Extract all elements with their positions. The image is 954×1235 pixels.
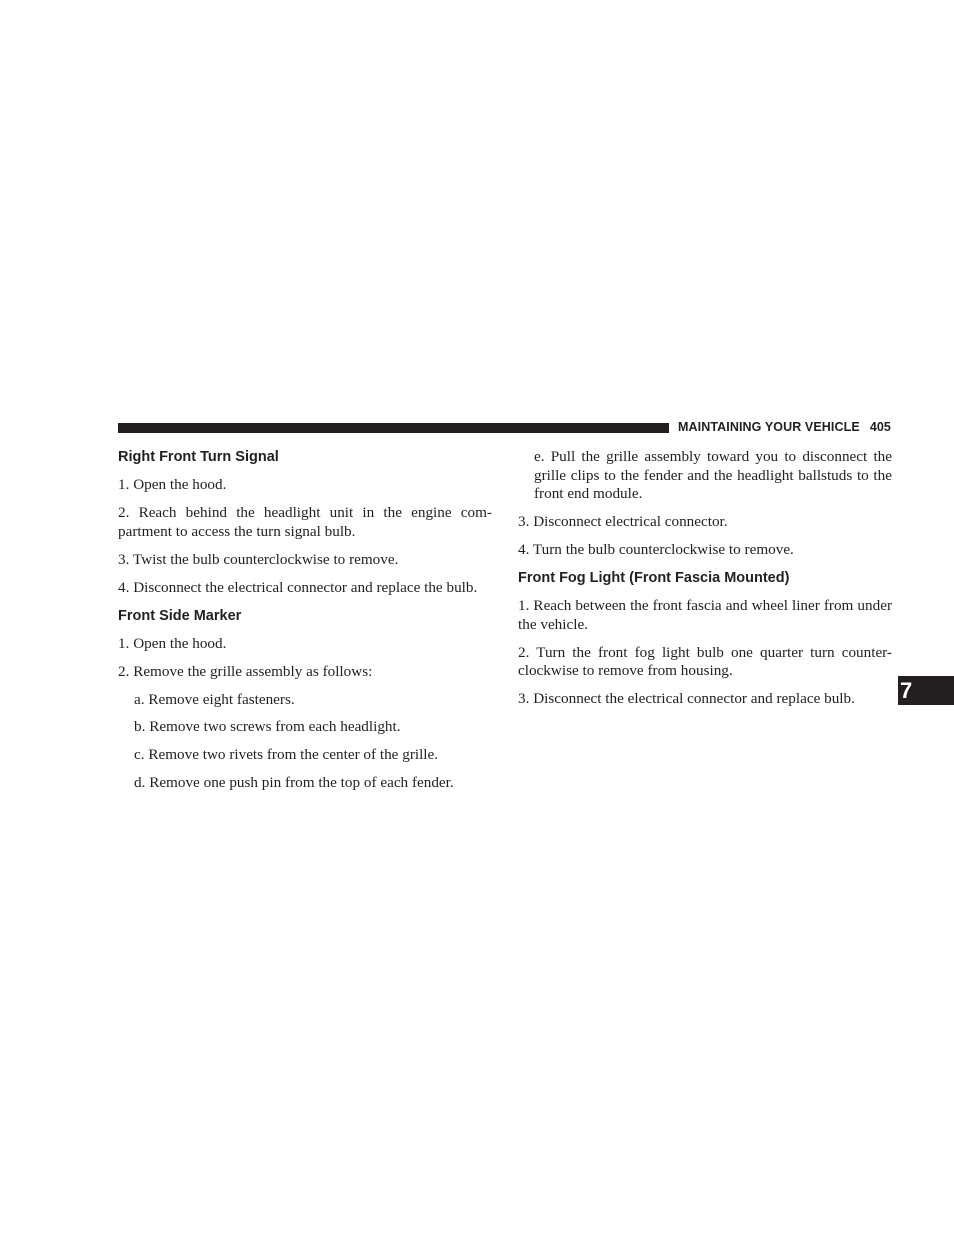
right-column [518, 448, 892, 718]
substep: b. Remove two screws from each headlight. [134, 718, 401, 736]
step: 4. Disconnect the electrical connector and replace the bulb. [118, 578, 478, 596]
section-title: MAINTAINING YOUR VEHICLE [678, 420, 860, 434]
step: 1. Open the hood. [118, 634, 227, 652]
page-number: 405 [869, 420, 891, 434]
step: 1. Reach between the front fascia and wheel liner from under the vehicle. [518, 597, 892, 633]
chapter-tab: 7 [898, 676, 954, 705]
substep: a. Remove eight fasteners. [134, 690, 295, 708]
step: 1. Open the hood. [118, 476, 227, 493]
step: 3. Disconnect electrical connector. [518, 513, 728, 531]
step: 2. Reach behind the headlight unit in the engine com- partment to access the turn signal bulb. [118, 503, 492, 540]
step: 3. Disconnect the electrical connector and replace bulb. [518, 690, 855, 708]
substep: d. Remove one push pin from the top of each fender. [134, 774, 454, 792]
heading-front-side-marker: Front Side Marker [118, 607, 242, 624]
heading-right-front-turn-signal: Right Front Turn Signal [118, 449, 279, 465]
heading-front-fog-light: Front Fog Light (Front Fascia Mounted) [518, 570, 790, 587]
substep: c. Remove two rivets from the center of the grille. [134, 746, 439, 764]
left-column [118, 448, 492, 802]
running-header [678, 420, 891, 434]
step: 2. Turn the front fog light bulb one quarter turn counter- clockwise to remove from housing. [518, 643, 892, 680]
substep: e. Pull the grille assembly toward you to disconnect the grille clips to the fender and the headlight ballstuds to the front end module. [534, 448, 892, 503]
step: 3. Twist the bulb counterclockwise to remove. [118, 550, 399, 568]
step: 2. Remove the grille assembly as follows: [118, 662, 373, 680]
step: 4. Turn the bulb counterclockwise to remove. [518, 541, 794, 559]
header-rule [118, 423, 669, 433]
